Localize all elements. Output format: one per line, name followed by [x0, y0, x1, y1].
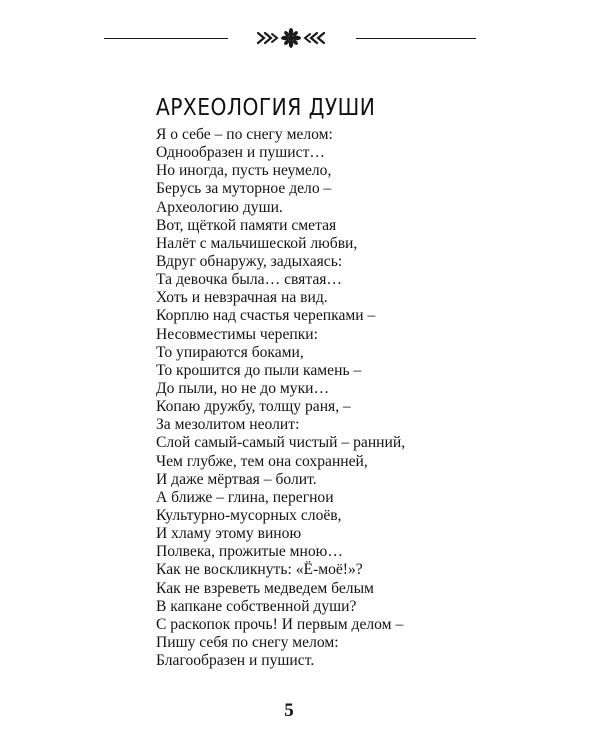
poem-line: С раскопок прочь! И первым делом – — [156, 615, 404, 633]
poem-title: АРХЕОЛОГИЯ ДУШИ — [156, 95, 376, 122]
poem-line: И даже мёртвая – болит. — [156, 470, 317, 488]
poem-line: Та девочка была… святая… — [156, 271, 343, 289]
poem-line: Хоть и невзрачная на вид. — [156, 289, 328, 307]
poem-line: За мезолитом неолит: — [156, 416, 300, 434]
poem-line: Однообразен и пушист… — [156, 144, 325, 162]
poem-line: Вдруг обнаружу, задыхаясь: — [156, 252, 343, 270]
poem-line: Вот, щёткой памяти сметая — [156, 216, 337, 234]
poem-line: Несовместимы черепки: — [156, 325, 318, 343]
page-number: 5 — [284, 700, 294, 721]
poem-line: Я о себе – по снегу мелом: — [156, 126, 333, 143]
poem-line: До пыли, но не до муки… — [156, 379, 330, 397]
header-ornament — [0, 26, 600, 48]
poem-line: В капкане собственной души? — [156, 597, 357, 615]
poem-line: Налёт с мальчишеской любви, — [156, 234, 358, 252]
poem-line: То упираются боками, — [156, 343, 304, 361]
poem-line: Но иногда, пусть неумело, — [156, 162, 332, 180]
poem-line: Культурно-мусорных слоёв, — [156, 506, 342, 524]
left-rule — [104, 38, 228, 39]
poem-line: Как не воскликнуть: «Ё-моё!»? — [156, 561, 363, 579]
poem-line: И хламу этому виною — [156, 525, 302, 543]
poem-line: Полвека, прожитые мною… — [156, 543, 343, 561]
poem-line: Пишу себя по снегу мелом: — [156, 633, 339, 651]
poem-line: Берусь за муторное дело – — [156, 180, 332, 198]
poem-line: Корплю над счастья черепками – — [156, 307, 376, 325]
right-rule — [356, 38, 476, 39]
poem-line: А ближе – глина, перегнои — [156, 488, 334, 506]
poem-line: Копаю дружбу, толщу раня, – — [156, 398, 351, 416]
poem-line: Благообразен и пушист. — [156, 652, 315, 670]
floral-ornament-icon — [256, 28, 326, 48]
poem-line: Чем глубже, тем она сохранней, — [156, 452, 368, 470]
poem-body — [156, 126, 405, 670]
poem-line: Слой самый-самый чистый – ранний, — [156, 434, 406, 452]
poem-line: Археологию души. — [156, 198, 283, 216]
poem-line: То крошится до пыли камень – — [156, 361, 362, 379]
poem-line: Как не взреветь медведем белым — [156, 579, 374, 597]
